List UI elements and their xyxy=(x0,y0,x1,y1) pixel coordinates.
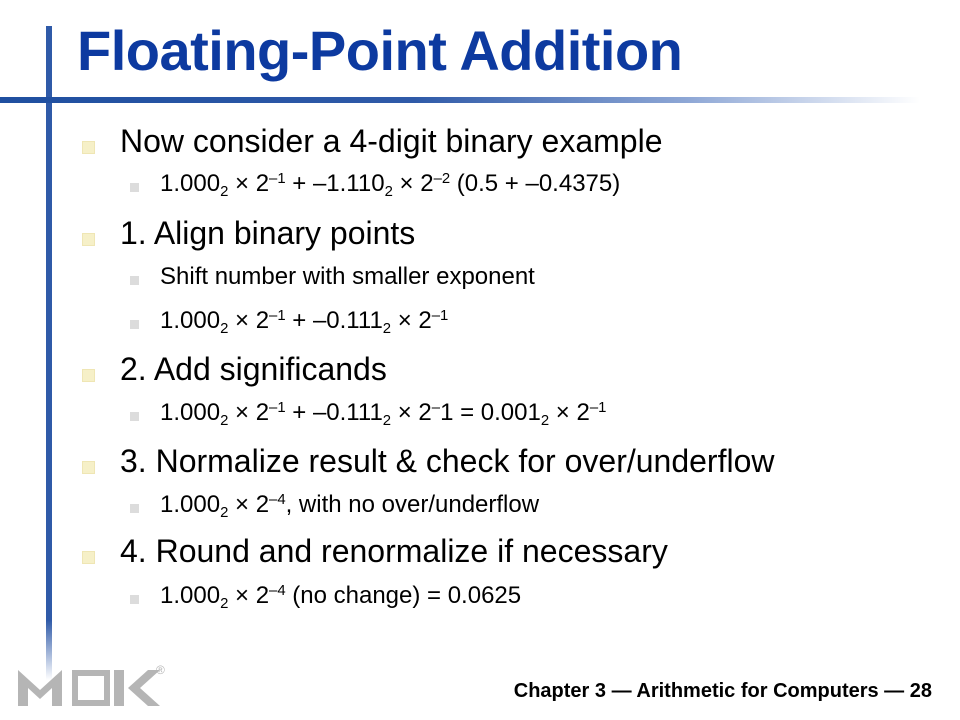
bullet-marker-l2 xyxy=(130,504,139,513)
bullet-level2: $1.000_2 \times 2^{-4}$ (no change) = 0.0625 xyxy=(160,582,522,613)
bullet-level1: 1. Align binary points xyxy=(120,215,416,251)
publisher-logo-icon xyxy=(14,662,174,710)
bullet-level1: 2. Add significands xyxy=(120,351,387,387)
bullet-marker-l2 xyxy=(130,320,139,329)
title-vertical-bar xyxy=(46,26,52,678)
bullet-marker-l2 xyxy=(130,183,139,192)
slide-title: Floating-Point Addition xyxy=(77,19,683,82)
bullet-marker-l2 xyxy=(130,276,139,285)
bullet-marker-l1 xyxy=(82,369,95,382)
bullet-level1: Now consider a 4-digit binary example xyxy=(120,123,663,159)
bullet-marker-l1 xyxy=(82,233,95,246)
bullet-marker-l1 xyxy=(82,141,95,154)
bullet-level2: $1.000_2 \times 2^{-1} + -0.111_2 \times 2^-1 = 0.001_2 \times 2^{-1}$ xyxy=(160,399,607,430)
title-horizontal-bar xyxy=(0,97,920,103)
bullet-marker-l1 xyxy=(82,461,95,474)
bullet-marker-l1 xyxy=(82,551,95,564)
bullet-marker-l2 xyxy=(130,412,139,421)
registered-mark: ® xyxy=(156,663,165,677)
bullet-level2: Shift number with smaller exponent xyxy=(160,263,535,290)
bullet-level2: $1.000_2 \times 2^{-1} + -0.111_2 \times 2^{-1}$ xyxy=(160,307,449,338)
bullet-level2: $1.000_2 \times 2^{-4}$, with no over/underflow xyxy=(160,491,540,522)
bullet-marker-l2 xyxy=(130,595,139,604)
slide-footer: Chapter 3 — Arithmetic for Computers — 28 xyxy=(513,680,932,702)
bullet-level2: $1.000_2 \times 2^{-1} + -1.110_2 \times 2^{-2}$ (0.5 + –0.4375) xyxy=(160,170,621,201)
bullet-level1: 3. Normalize result & check for over/underflow xyxy=(120,443,775,479)
bullet-level1: 4. Round and renormalize if necessary xyxy=(120,533,668,569)
